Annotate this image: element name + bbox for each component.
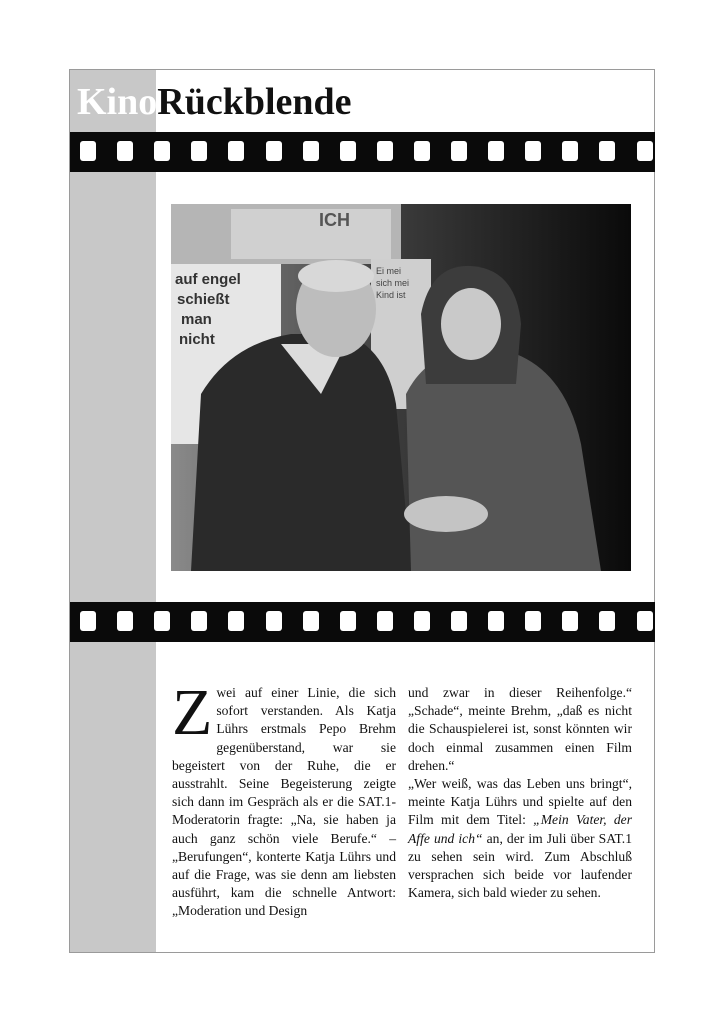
- film-perforation: [266, 141, 282, 161]
- film-perforation: [191, 611, 207, 631]
- film-perforation: [637, 141, 653, 161]
- film-strip-top: [70, 132, 655, 172]
- svg-text:schießt: schießt: [177, 291, 230, 308]
- title-rueckblende: Rückblende: [157, 81, 352, 123]
- film-perforation: [154, 611, 170, 631]
- film-perforation: [80, 141, 96, 161]
- film-perforation: [340, 611, 356, 631]
- film-perforation: [266, 611, 282, 631]
- film-perforation: [488, 611, 504, 631]
- photo-illustration: [171, 204, 631, 571]
- page-title: [77, 80, 352, 124]
- left-gray-bar-lower: [70, 641, 156, 952]
- column-2-paragraph-1: und zwar in dieser Reihenfolge.“ „Schade“, meinte Brehm, „daß es nicht die Schauspielerei ist, sonst könnten wir doch einmal zusammen einen Film drehen.“: [408, 685, 632, 773]
- film-perforation: [228, 141, 244, 161]
- title-kino: Kino: [77, 81, 158, 123]
- column-2-text-end: an, der im Juli über SAT.1 zu sehen sein wird. Zum Abschluß versprachen sich beide vor laufender Kamera, sich bald wieder zu sehen.: [408, 830, 632, 901]
- film-perforation: [488, 141, 504, 161]
- film-perforation: [191, 141, 207, 161]
- svg-text:sich mei: sich mei: [376, 278, 410, 288]
- svg-text:Kind ist: Kind ist: [376, 290, 406, 300]
- poster-top-text: ICH: [319, 210, 350, 230]
- column-1-text: wei auf einer Linie, die sich sofort verstanden. Als Katja Lührs erstmals Pepo Brehm gegenüberstand, war sie begeistert von der Ruhe, die er ausstrahlt. Seine Begeisterung zeigte sich dann im Gespräch als er die SAT.1-Moderatorin fragte: „Na, sie haben ja auch ganz schön viele Berufe.“ – „Berufungen“, konterte Katja Lührs und auf die Frage, was sie denn am liebsten ausführt, kam die schnelle Antwort: „Moderation und Design: [172, 685, 396, 919]
- film-perforation: [562, 141, 578, 161]
- svg-text:nicht: nicht: [179, 331, 215, 348]
- film-perforation: [117, 141, 133, 161]
- film-perforation: [451, 611, 467, 631]
- film-perforation: [599, 141, 615, 161]
- film-perforation: [303, 141, 319, 161]
- film-perforation: [377, 141, 393, 161]
- film-perforation: [117, 611, 133, 631]
- film-strip-bottom: [70, 602, 655, 642]
- film-title: „Mein Vater, der Affe und ich“: [408, 812, 632, 846]
- film-perforation: [303, 611, 319, 631]
- film-perforation: [80, 611, 96, 631]
- film-perforation: [414, 141, 430, 161]
- article-photo: [171, 204, 631, 571]
- left-gray-bar-upper: [70, 172, 156, 602]
- film-perforation: [377, 611, 393, 631]
- film-perforation: [451, 141, 467, 161]
- svg-text:Ei mei: Ei mei: [376, 266, 402, 276]
- film-perforation: [525, 141, 541, 161]
- film-perforation: [414, 611, 430, 631]
- article-column-1: [172, 676, 396, 921]
- film-perforation: [562, 611, 578, 631]
- svg-text:auf engel: auf engel: [175, 271, 241, 288]
- film-perforation: [599, 611, 615, 631]
- film-perforation: [228, 611, 244, 631]
- film-perforation: [340, 141, 356, 161]
- drop-cap: Z: [172, 676, 213, 749]
- column-2-text-start: „Wer weiß, was das Leben uns bringt“, meinte Katja Lührs und spielte auf den Film mit dem Titel:: [408, 776, 632, 828]
- film-perforation: [154, 141, 170, 161]
- svg-text:man: man: [181, 311, 212, 328]
- article-column-2: [408, 684, 632, 902]
- column-2-paragraph-2: [408, 775, 632, 902]
- film-perforation: [637, 611, 653, 631]
- film-perforation: [525, 611, 541, 631]
